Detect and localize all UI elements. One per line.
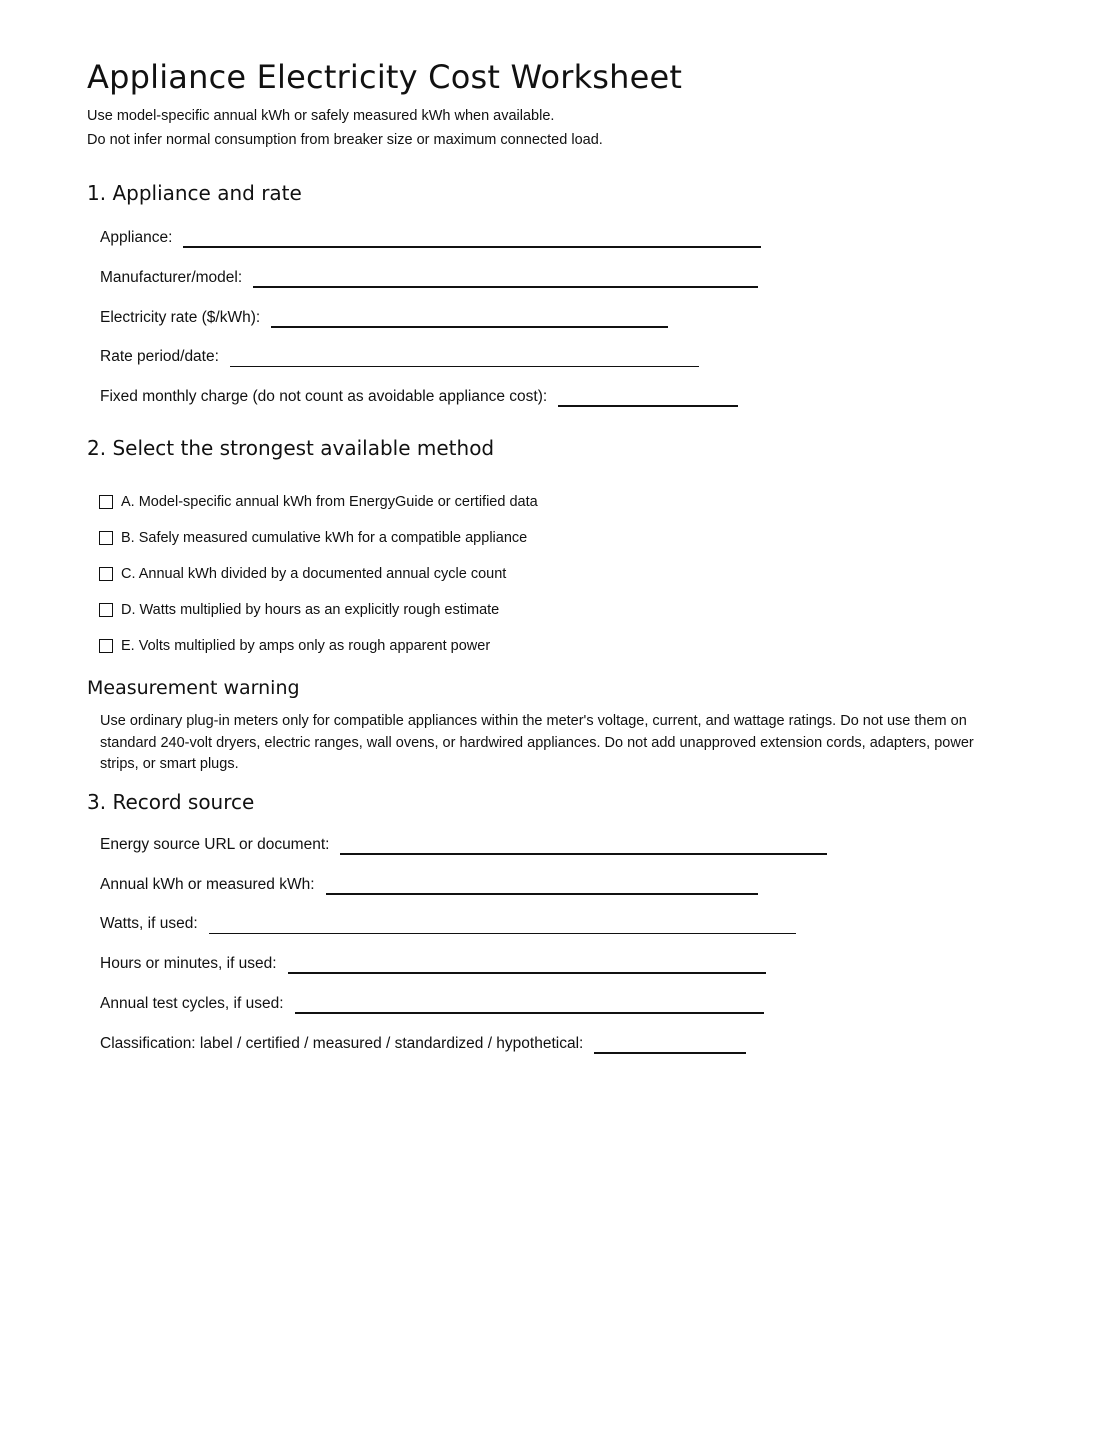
measurement-warning-heading: Measurement warning bbox=[87, 677, 300, 699]
method-option-b[interactable] bbox=[99, 529, 527, 547]
electricity-rate-input-line[interactable] bbox=[271, 326, 668, 328]
measurement-warning-text: Use ordinary plug-in meters only for compatible appliances within the meter's voltage, current, and wattage ratings. Do not use them on standard 240-volt dryers, electric ranges, wall ovens, or hardwired appliances. Do not add unapproved extension cords, adapters, power strips, or smart plugs. bbox=[100, 713, 974, 772]
method-e-checkbox[interactable] bbox=[99, 639, 113, 653]
method-b-checkbox[interactable] bbox=[99, 531, 113, 545]
method-d-checkbox[interactable] bbox=[99, 603, 113, 617]
rate-period-input-line[interactable] bbox=[230, 366, 699, 367]
hours-minutes-label: Hours or minutes, if used: bbox=[100, 955, 277, 972]
method-e-label: E. Volts multiplied by amps only as rough apparent power bbox=[121, 638, 491, 654]
annual-test-cycles-label: Annual test cycles, if used: bbox=[100, 995, 284, 1012]
section-2-heading: 2. Select the strongest available method bbox=[87, 436, 495, 460]
hours-minutes-input-line[interactable] bbox=[288, 972, 766, 974]
method-option-a[interactable] bbox=[99, 493, 538, 511]
appliance-input-line[interactable] bbox=[183, 246, 761, 248]
intro-line-1: Use model-specific annual kWh or safely measured kWh when available. bbox=[87, 108, 555, 124]
method-c-label: C. Annual kWh divided by a documented annual cycle count bbox=[121, 566, 507, 582]
method-option-c[interactable] bbox=[99, 565, 506, 583]
electricity-rate-label: Electricity rate ($/kWh): bbox=[100, 309, 261, 326]
fixed-monthly-charge-input-line[interactable] bbox=[558, 405, 738, 407]
appliance-label: Appliance: bbox=[100, 229, 173, 246]
fixed-monthly-charge-label: Fixed monthly charge (do not count as avoidable appliance cost): bbox=[100, 388, 548, 405]
section-1-heading: 1. Appliance and rate bbox=[87, 181, 302, 205]
method-d-label: D. Watts multiplied by hours as an explicitly rough estimate bbox=[121, 602, 500, 618]
electricity-rate-field bbox=[100, 305, 668, 329]
annual-test-cycles-input-line[interactable] bbox=[295, 1012, 764, 1014]
annual-test-cycles-field bbox=[100, 991, 764, 1015]
appliance-field bbox=[100, 225, 761, 249]
manufacturer-model-input-line[interactable] bbox=[253, 286, 758, 288]
method-a-checkbox[interactable] bbox=[99, 495, 113, 509]
annual-kwh-input-line[interactable] bbox=[326, 893, 758, 895]
section-3-heading: 3. Record source bbox=[87, 790, 255, 814]
intro-line-2: Do not infer normal consumption from breaker size or maximum connected load. bbox=[87, 132, 603, 148]
fixed-monthly-charge-field bbox=[100, 384, 738, 408]
rate-period-label: Rate period/date: bbox=[100, 348, 219, 365]
annual-kwh-label: Annual kWh or measured kWh: bbox=[100, 876, 315, 893]
method-c-checkbox[interactable] bbox=[99, 567, 113, 581]
rate-period-field bbox=[100, 344, 699, 368]
energy-source-field bbox=[100, 832, 827, 856]
method-option-d[interactable] bbox=[99, 601, 499, 619]
watts-input-line[interactable] bbox=[209, 933, 796, 934]
classification-input-line[interactable] bbox=[594, 1052, 746, 1054]
classification-field bbox=[100, 1031, 746, 1055]
hours-minutes-field bbox=[100, 951, 766, 975]
watts-field bbox=[100, 911, 796, 935]
page-title: Appliance Electricity Cost Worksheet bbox=[87, 58, 683, 96]
method-b-label: B. Safely measured cumulative kWh for a compatible appliance bbox=[121, 530, 528, 546]
annual-kwh-field bbox=[100, 872, 758, 896]
method-option-e[interactable] bbox=[99, 637, 490, 655]
classification-label: Classification: label / certified / measured / standardized / hypothetical: bbox=[100, 1035, 584, 1052]
manufacturer-model-field bbox=[100, 265, 758, 289]
manufacturer-model-label: Manufacturer/model: bbox=[100, 269, 243, 286]
energy-source-input-line[interactable] bbox=[340, 853, 827, 855]
watts-label: Watts, if used: bbox=[100, 915, 198, 932]
method-a-label: A. Model-specific annual kWh from EnergyGuide or certified data bbox=[121, 494, 538, 510]
energy-source-label: Energy source URL or document: bbox=[100, 836, 330, 853]
